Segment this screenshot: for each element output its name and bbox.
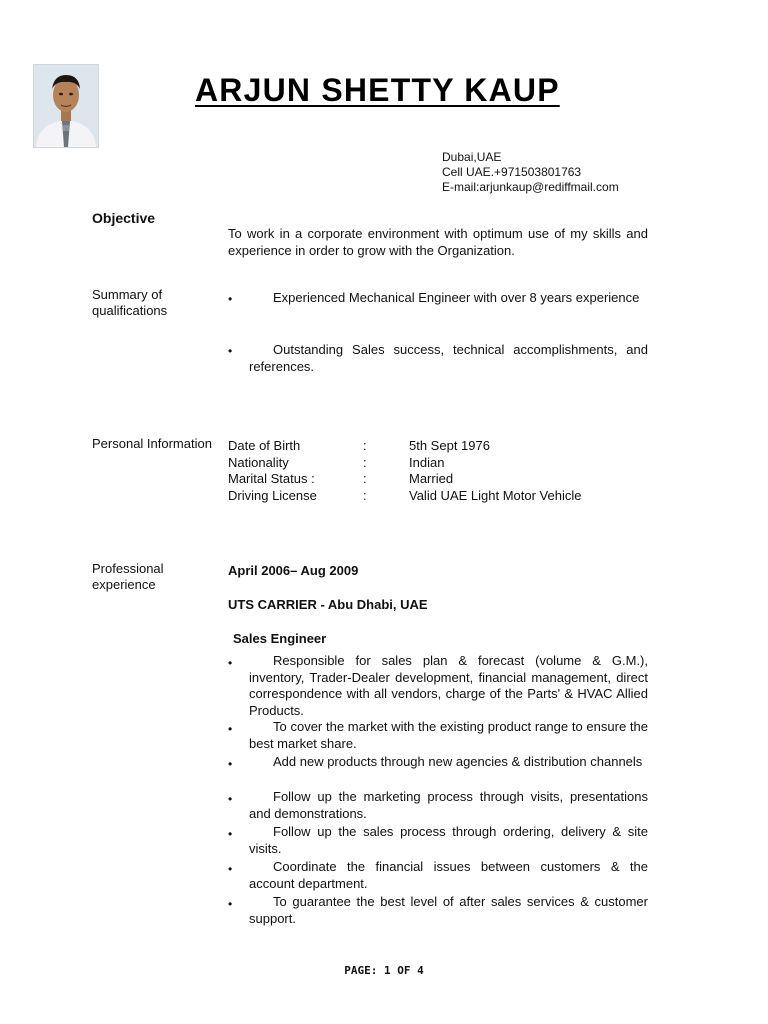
personal-key: Marital Status : bbox=[228, 471, 315, 486]
bullet-icon: • bbox=[228, 722, 233, 736]
experience-heading bbox=[92, 561, 164, 593]
duty-item-text: Coordinate the financial issues between customers & the account department. bbox=[249, 859, 648, 891]
personal-heading: Personal Information bbox=[92, 436, 212, 451]
duty-item-text: Responsible for sales plan & forecast (volume & G.M.), inventory, Trader-Dealer development, financial management, direct correspondence with all vendors, charge of the Parts' & HVAC Allied Products. bbox=[249, 653, 648, 718]
profile-photo-image bbox=[34, 65, 98, 147]
duty-item-text: To guarantee the best level of after sales services & customer support. bbox=[249, 894, 648, 926]
personal-sep: : bbox=[363, 471, 367, 486]
bullet-icon: • bbox=[228, 827, 233, 841]
personal-keys bbox=[228, 438, 317, 504]
duty-item-text: Follow up the marketing process through visits, presentations and demonstrations. bbox=[249, 789, 648, 821]
bullet-icon: • bbox=[228, 292, 233, 306]
profile-photo bbox=[33, 64, 99, 148]
experience-heading-line2: experience bbox=[92, 577, 156, 592]
personal-sep: : bbox=[363, 438, 367, 453]
bullet-icon: • bbox=[228, 344, 233, 358]
candidate-name: ARJUN SHETTY KAUP bbox=[195, 72, 560, 108]
duty-item bbox=[249, 719, 648, 752]
personal-separators bbox=[363, 438, 367, 504]
duty-item bbox=[249, 754, 648, 771]
experience-heading-line1: Professional bbox=[92, 561, 164, 576]
contact-block bbox=[442, 150, 619, 195]
objective-text: To work in a corporate environment with optimum use of my skills and experience in order to grow with the Organization. bbox=[228, 226, 648, 258]
personal-value: Valid UAE Light Motor Vehicle bbox=[409, 487, 582, 503]
bullet-icon: • bbox=[228, 757, 233, 771]
duty-item bbox=[249, 653, 648, 719]
experience-company: UTS CARRIER - Abu Dhabi, UAE bbox=[228, 597, 428, 612]
personal-key: Driving License bbox=[228, 487, 317, 503]
contact-phone: Cell UAE.+971503801763 bbox=[442, 165, 582, 179]
summary-item bbox=[249, 342, 648, 375]
page-number: PAGE: 1 OF 4 bbox=[344, 964, 424, 977]
bullet-icon: • bbox=[228, 897, 233, 911]
summary-heading-line1: Summary of bbox=[92, 287, 163, 302]
contact-email: E-mail:arjunkaup@rediffmail.com bbox=[442, 180, 619, 194]
duty-item-text: Follow up the sales process through ordering, delivery & site visits. bbox=[249, 824, 648, 856]
personal-sep: : bbox=[363, 487, 367, 503]
duty-item bbox=[249, 824, 648, 857]
duty-item-text: Add new products through new agencies & distribution channels bbox=[273, 754, 643, 769]
experience-role: Sales Engineer bbox=[233, 631, 327, 646]
duty-item-text: To cover the market with the existing product range to ensure the best market share. bbox=[249, 719, 648, 751]
summary-heading bbox=[92, 287, 167, 319]
personal-sep: : bbox=[363, 454, 367, 470]
experience-period: April 2006– Aug 2009 bbox=[228, 563, 359, 578]
duty-item bbox=[249, 894, 648, 927]
objective-heading: Objective bbox=[92, 210, 156, 226]
bullet-icon: • bbox=[228, 862, 233, 876]
duty-item bbox=[249, 859, 648, 892]
personal-value: 5th Sept 1976 bbox=[409, 438, 490, 453]
summary-item bbox=[249, 290, 648, 307]
personal-value: Married bbox=[409, 471, 454, 486]
contact-location: Dubai,UAE bbox=[442, 150, 502, 164]
bullet-icon: • bbox=[228, 656, 233, 670]
personal-key: Nationality bbox=[228, 454, 289, 470]
summary-item-text: Experienced Mechanical Engineer with over 8 years experience bbox=[273, 290, 640, 305]
personal-value: Indian bbox=[409, 454, 445, 470]
personal-values bbox=[409, 438, 581, 504]
summary-item-text: Outstanding Sales success, technical accomplishments, and references. bbox=[249, 342, 648, 374]
bullet-icon: • bbox=[228, 792, 233, 806]
summary-heading-line2: qualifications bbox=[92, 303, 168, 318]
personal-key: Date of Birth bbox=[228, 438, 301, 453]
duty-item bbox=[249, 789, 648, 822]
